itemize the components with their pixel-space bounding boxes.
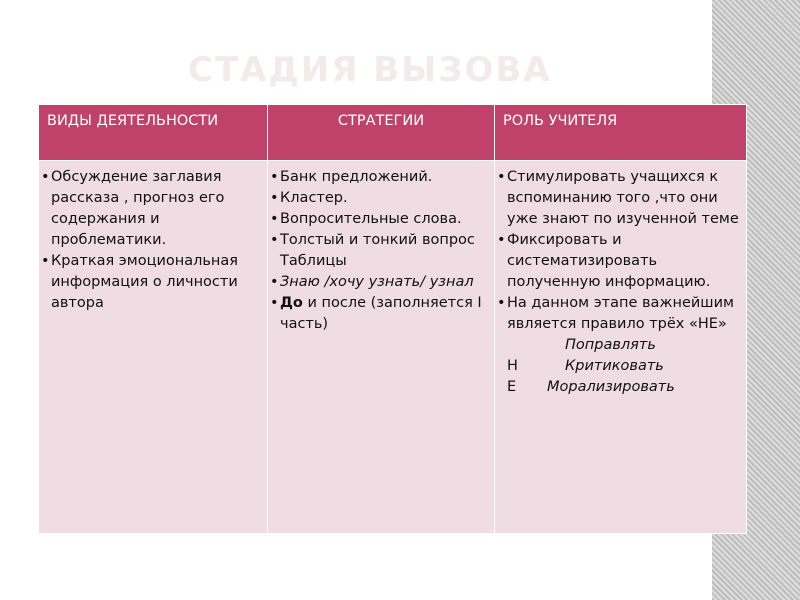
bullet-icon: •	[497, 169, 506, 185]
bullet-icon: •	[270, 190, 279, 206]
rule-line: Поправлять	[565, 337, 656, 353]
rule-line: Е Морализировать	[507, 379, 675, 395]
strategies-cell	[268, 161, 495, 534]
rule-line: Н Критиковать	[507, 358, 664, 374]
table-body-row	[39, 161, 747, 534]
bullet-icon: •	[270, 274, 279, 290]
bullet-icon: •	[41, 169, 50, 185]
header-teacher-role: РОЛЬ УЧИТЕЛЯ	[495, 105, 747, 161]
list-item: • Стимулировать учащихся к вспоминанию того ,что они уже знают по изученной теме	[497, 167, 742, 230]
list-item: • Знаю /хочу узнать/ узнал	[270, 272, 490, 293]
header-activities: ВИДЫ ДЕЯТЕЛЬНОСТИ	[39, 105, 268, 161]
list-item: • Фиксировать и систематизировать полученную информацию.	[497, 230, 742, 293]
activities-cell	[39, 161, 268, 534]
list-item: • Обсуждение заглавия рассказа , прогноз его содержания и проблематики.	[41, 167, 263, 251]
table-header-row	[39, 105, 747, 161]
list-item: • Краткая эмоциональная информация о личности автора	[41, 251, 263, 314]
list-item: • Банк предложений.	[270, 167, 490, 188]
bullet-icon: •	[497, 295, 506, 311]
stage-table	[38, 104, 747, 534]
list-item-continuation: Таблицы	[280, 253, 347, 269]
header-strategies: СТРАТЕГИИ	[268, 105, 495, 161]
bullet-icon: •	[270, 232, 279, 248]
list-item: • До и после (заполняется I часть)	[270, 293, 490, 335]
bullet-icon: •	[41, 253, 50, 269]
slide-title: СТАДИЯ ВЫЗОВА	[188, 50, 552, 90]
bullet-icon: •	[270, 295, 279, 311]
list-item: • На данном этапе важнейшим является правило трёх «НЕ»	[497, 293, 742, 335]
bullet-icon: •	[270, 211, 279, 227]
bullet-icon: •	[497, 232, 506, 248]
teacher-role-cell	[495, 161, 747, 534]
list-item: • Кластер.	[270, 188, 490, 209]
list-item: • Толстый и тонкий вопрос	[270, 230, 490, 251]
bullet-icon: •	[270, 169, 279, 185]
list-item: • Вопросительные слова.	[270, 209, 490, 230]
